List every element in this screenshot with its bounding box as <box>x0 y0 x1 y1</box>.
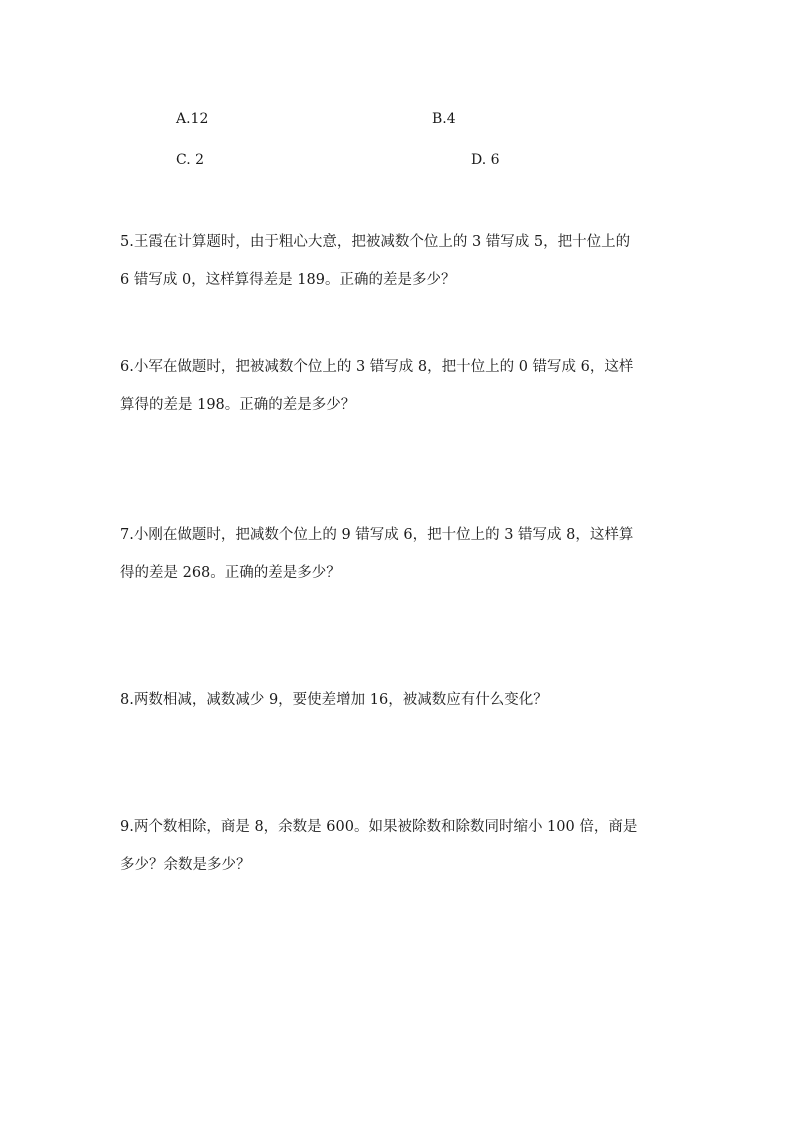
question-6-line-2: 算得的差是 198。正确的差是多少？ <box>120 397 356 413</box>
question-9-line-2: 多少？余数是多少？ <box>120 857 251 873</box>
question-5-line-1: 5.王霞在计算题时，由于粗心大意，把被减数个位上的 3 错写成 5，把十位上的 <box>120 234 631 250</box>
question-9 <box>120 818 680 894</box>
question-6 <box>120 358 680 434</box>
option-d: D. 6 <box>471 152 500 168</box>
question-9-line-1: 9.两个数相除，商是 8，余数是 600。如果被除数和除数同时缩小 100 倍，商是 <box>120 819 638 835</box>
question-8-line-1: 8.两数相减，减数减少 9，要使差增加 16，被减数应有什么变化？ <box>120 692 548 708</box>
option-a: A.12 <box>176 111 209 127</box>
option-c: C. 2 <box>176 152 205 168</box>
question-7-line-2: 得的差是 268。正确的差是多少？ <box>120 565 341 581</box>
question-7-line-1: 7.小刚在做题时，把减数个位上的 9 错写成 6，把十位上的 3 错写成 8，这样算 <box>120 527 634 543</box>
question-5 <box>120 233 680 309</box>
option-b: B.4 <box>432 111 456 127</box>
question-5-line-2: 6 错写成 0，这样算得差是 189。正确的差是多少？ <box>120 272 456 288</box>
question-8 <box>120 691 680 729</box>
question-6-line-1: 6.小军在做题时，把被减数个位上的 3 错写成 8，把十位上的 0 错写成 6，这样 <box>120 359 634 375</box>
question-7 <box>120 526 680 602</box>
